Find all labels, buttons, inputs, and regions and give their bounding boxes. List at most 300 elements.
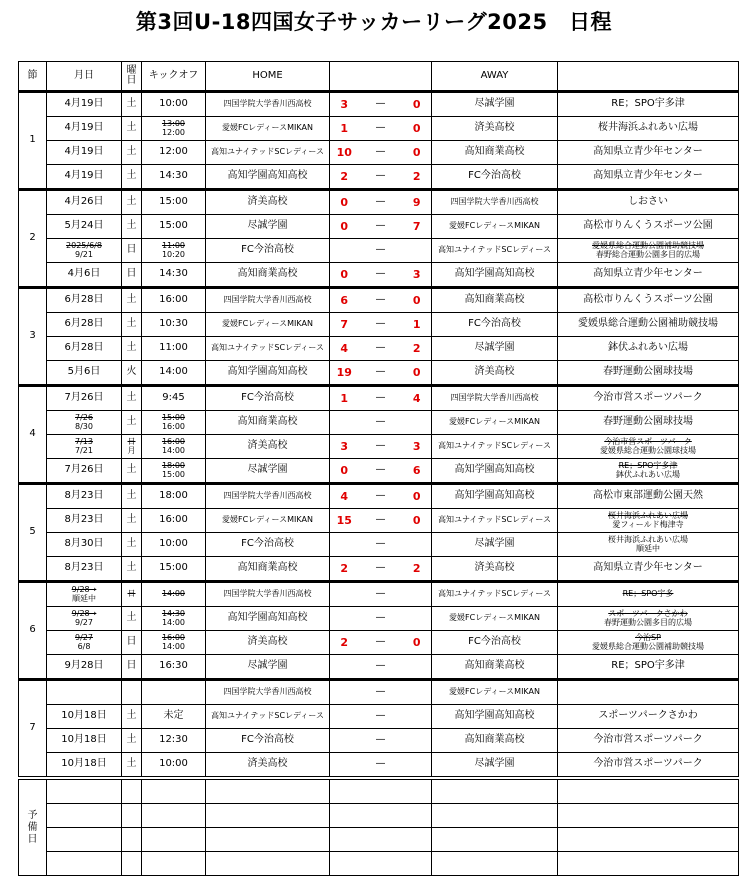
section-number xyxy=(19,190,47,288)
away-team-name: 高知ユナイテッドSCレディース xyxy=(437,589,552,599)
score-separator xyxy=(359,582,403,607)
home-team-name: FC今治高校 xyxy=(241,538,294,550)
reserve-home xyxy=(206,778,330,804)
header-away: AWAY xyxy=(432,62,558,92)
away-team xyxy=(432,117,558,141)
home-team xyxy=(206,582,330,607)
match-kickoff xyxy=(142,190,206,215)
away-team xyxy=(432,263,558,288)
venue-old: RE；SPO宇多 xyxy=(622,589,674,599)
venue xyxy=(558,557,739,582)
match-date xyxy=(47,190,122,215)
home-score-value: 1 xyxy=(340,391,349,405)
venue xyxy=(558,313,739,337)
match-day-value: 土 xyxy=(126,392,137,404)
away-score xyxy=(403,239,432,263)
match-day-value: 土 xyxy=(126,758,137,770)
score-dash: — xyxy=(375,392,386,404)
match-date-value: 4月19日 xyxy=(64,170,104,182)
venue xyxy=(558,631,739,655)
match-kickoff-old: 11:00 xyxy=(161,241,186,251)
reserve-day xyxy=(122,804,142,828)
match-kickoff-new: 15:00 xyxy=(161,469,186,479)
match-kickoff xyxy=(142,92,206,117)
home-team xyxy=(206,411,330,435)
reserve-kickoff xyxy=(142,828,206,852)
match-kickoff xyxy=(142,165,206,190)
score-dash: — xyxy=(375,734,386,746)
match-row xyxy=(19,361,739,386)
match-kickoff-value: 10:00 xyxy=(159,98,188,110)
home-score xyxy=(330,435,359,459)
match-row xyxy=(19,92,739,117)
home-score-value: 15 xyxy=(336,513,352,527)
venue xyxy=(558,655,739,680)
home-score xyxy=(330,582,359,607)
home-team-name: 高知学園高知高校 xyxy=(227,170,308,182)
home-team xyxy=(206,337,330,361)
match-date-value: 9月28日 xyxy=(64,660,104,672)
match-day xyxy=(122,141,142,165)
home-score xyxy=(330,655,359,680)
away-score-value: 2 xyxy=(412,341,421,355)
home-score-value: 2 xyxy=(340,635,349,649)
home-team xyxy=(206,680,330,705)
match-date-value: 4月6日 xyxy=(67,268,101,280)
venue xyxy=(558,239,739,263)
match-kickoff-new: 14:00 xyxy=(161,445,186,455)
reserve-row xyxy=(19,828,739,852)
home-team xyxy=(206,459,330,484)
away-team xyxy=(432,361,558,386)
away-score xyxy=(403,753,432,779)
venue-name: 今治市営スポーツパーク xyxy=(593,734,703,746)
reserve-label xyxy=(19,778,47,876)
match-day-value: 土 xyxy=(126,220,137,232)
away-team xyxy=(432,435,558,459)
match-kickoff xyxy=(142,411,206,435)
match-date xyxy=(47,337,122,361)
match-kickoff-old: 18:00 xyxy=(161,461,186,471)
match-date-old: 2025/6/8 xyxy=(66,241,102,251)
venue xyxy=(558,117,739,141)
match-row xyxy=(19,411,739,435)
home-score-value: 0 xyxy=(340,219,349,233)
match-day xyxy=(122,655,142,680)
match-date-new: 9/27 xyxy=(75,617,93,627)
home-score-value: 6 xyxy=(340,293,349,307)
match-day-value: 日 xyxy=(126,636,137,648)
away-score-value: 6 xyxy=(412,463,421,477)
match-date-old: 7/26 xyxy=(75,413,93,423)
match-kickoff xyxy=(142,631,206,655)
match-day xyxy=(122,313,142,337)
match-kickoff-value: 12:30 xyxy=(159,734,188,746)
score-separator xyxy=(359,753,403,779)
match-kickoff-old: 14:30 xyxy=(161,609,186,619)
venue xyxy=(558,607,739,631)
venue xyxy=(558,411,739,435)
match-row xyxy=(19,729,739,753)
section-number xyxy=(19,386,47,484)
header-section: 節 xyxy=(19,62,47,92)
venue xyxy=(558,705,739,729)
away-team-name: 済美高校 xyxy=(474,122,515,134)
match-kickoff-value: 16:00 xyxy=(159,294,188,306)
away-team-name: 高知学園高知高校 xyxy=(454,464,535,476)
match-date-value: 8月23日 xyxy=(64,562,104,574)
match-date xyxy=(47,386,122,411)
home-team-name: 済美高校 xyxy=(247,196,288,208)
venue xyxy=(558,459,739,484)
match-kickoff xyxy=(142,533,206,557)
venue-new: 春野運動公園多目的広場 xyxy=(604,617,693,627)
home-team-name: 愛媛FCレディースMIKAN xyxy=(222,319,313,329)
score-dash: — xyxy=(375,440,386,452)
match-kickoff-value: 14:30 xyxy=(159,170,188,182)
match-day-value: 土 xyxy=(126,318,137,330)
away-score xyxy=(403,631,432,655)
venue-name: RE；SPO宇多津 xyxy=(611,98,685,110)
match-date xyxy=(47,92,122,117)
match-day-value: 土 xyxy=(126,710,137,722)
reserve-row xyxy=(19,778,739,804)
score-dash: — xyxy=(375,514,386,526)
match-date xyxy=(47,165,122,190)
header-score xyxy=(330,62,432,92)
reserve-away xyxy=(432,804,558,828)
home-score xyxy=(330,411,359,435)
match-day xyxy=(122,509,142,533)
match-row xyxy=(19,435,739,459)
match-day-value: 土 xyxy=(126,98,137,110)
header-day-label: 曜 日 xyxy=(126,64,137,86)
away-score-value: 0 xyxy=(412,513,421,527)
match-row xyxy=(19,557,739,582)
home-score-value: 0 xyxy=(340,463,349,477)
score-dash: — xyxy=(375,170,386,182)
match-date xyxy=(47,533,122,557)
score-dash: — xyxy=(375,710,386,722)
match-day xyxy=(122,582,142,607)
score-dash: — xyxy=(375,416,386,428)
reserve-away xyxy=(432,778,558,804)
away-score xyxy=(403,557,432,582)
home-score xyxy=(330,729,359,753)
home-score xyxy=(330,288,359,313)
reserve-away-score xyxy=(403,828,432,852)
score-dash: — xyxy=(375,294,386,306)
match-kickoff-value: 未定 xyxy=(163,710,184,722)
away-team-name: 尽誠学園 xyxy=(474,758,515,770)
match-kickoff xyxy=(142,753,206,779)
away-team xyxy=(432,239,558,263)
home-team xyxy=(206,117,330,141)
match-date xyxy=(47,215,122,239)
section-label: 2 xyxy=(29,232,36,244)
score-dash: — xyxy=(375,562,386,574)
home-team-name: 高知商業高校 xyxy=(237,562,298,574)
match-date xyxy=(47,705,122,729)
match-kickoff-old: 16:00 xyxy=(161,437,186,447)
home-team-name: 高知ユナイテッドSCレディース xyxy=(210,343,325,353)
venue-note: 順延中 xyxy=(636,543,661,553)
match-date xyxy=(47,263,122,288)
home-team-name: 四国学院大学香川西高校 xyxy=(223,687,312,697)
match-date xyxy=(47,484,122,509)
home-team xyxy=(206,705,330,729)
venue xyxy=(558,165,739,190)
away-team xyxy=(432,509,558,533)
away-score-value: 0 xyxy=(412,293,421,307)
match-kickoff xyxy=(142,313,206,337)
away-score xyxy=(403,411,432,435)
home-team-name: 高知ユナイテッドSCレディース xyxy=(210,147,325,157)
home-team xyxy=(206,386,330,411)
header-venue xyxy=(558,62,739,92)
venue-new: 愛フィールド梅津寺 xyxy=(612,519,684,529)
away-score-value: 0 xyxy=(412,97,421,111)
match-date xyxy=(47,313,122,337)
match-day xyxy=(122,165,142,190)
match-day-old: 日 xyxy=(127,589,136,599)
score-separator xyxy=(359,705,403,729)
match-day-value: 日 xyxy=(126,660,137,672)
away-team-name: 高知学園高知高校 xyxy=(454,268,535,280)
match-day xyxy=(122,607,142,631)
venue-new: 鉢伏ふれあい広場 xyxy=(616,469,681,479)
match-date xyxy=(47,753,122,779)
away-team-name: 高知商業高校 xyxy=(464,660,525,672)
header-row xyxy=(19,62,739,92)
venue xyxy=(558,509,739,533)
match-day xyxy=(122,435,142,459)
home-team-name: FC今治高校 xyxy=(241,734,294,746)
reserve-date xyxy=(47,828,122,852)
away-score xyxy=(403,435,432,459)
away-score-value: 0 xyxy=(412,365,421,379)
venue-old: 今治SP xyxy=(635,633,661,643)
home-score xyxy=(330,92,359,117)
match-kickoff-value: 16:30 xyxy=(159,660,188,672)
match-day-value: 土 xyxy=(126,464,137,476)
venue-name: 今治市営スポーツパーク xyxy=(593,392,703,404)
home-score-value: 10 xyxy=(336,145,352,159)
away-score xyxy=(403,509,432,533)
score-dash: — xyxy=(375,490,386,502)
venue-name: 春野運動公園球技場 xyxy=(603,366,694,378)
home-team xyxy=(206,313,330,337)
match-date-value: 8月23日 xyxy=(64,514,104,526)
match-date-value: 10月18日 xyxy=(61,758,107,770)
away-team xyxy=(432,655,558,680)
home-score xyxy=(330,705,359,729)
away-team-name: 尽誠学園 xyxy=(474,538,515,550)
away-team-name: 愛媛FCレディースMIKAN xyxy=(449,613,540,623)
match-date-new: 7/21 xyxy=(75,445,93,455)
home-score-value: 0 xyxy=(340,267,349,281)
home-score-value: 2 xyxy=(340,169,349,183)
home-score-value: 3 xyxy=(340,97,349,111)
home-score-value: 4 xyxy=(340,341,349,355)
reserve-venue xyxy=(558,778,739,804)
venue-new: 愛媛県総合運動公園補助競技場 xyxy=(592,641,705,651)
score-dash: — xyxy=(375,146,386,158)
match-row xyxy=(19,607,739,631)
reserve-kickoff xyxy=(142,778,206,804)
section-label: 3 xyxy=(29,330,36,342)
reserve-date xyxy=(47,778,122,804)
match-row xyxy=(19,509,739,533)
match-day xyxy=(122,386,142,411)
venue xyxy=(558,680,739,705)
home-score-value: 4 xyxy=(340,489,349,503)
match-date xyxy=(47,459,122,484)
away-score-value: 0 xyxy=(412,489,421,503)
home-team-name: 尽誠学園 xyxy=(247,220,288,232)
match-day xyxy=(122,729,142,753)
away-team xyxy=(432,337,558,361)
match-kickoff xyxy=(142,655,206,680)
venue-name: 愛媛県総合運動公園補助競技場 xyxy=(578,318,719,330)
match-date-value: 6月28日 xyxy=(64,342,104,354)
venue-old: 愛媛県総合運動公園補助競技場 xyxy=(592,241,705,251)
match-day-value: 土 xyxy=(126,514,137,526)
venue xyxy=(558,190,739,215)
match-kickoff-old: 14:00 xyxy=(161,589,186,599)
away-score xyxy=(403,190,432,215)
match-day xyxy=(122,753,142,779)
match-date-value: 10月18日 xyxy=(61,710,107,722)
match-day xyxy=(122,337,142,361)
venue-name: しおさい xyxy=(628,196,669,208)
away-team xyxy=(432,288,558,313)
score-dash: — xyxy=(375,758,386,770)
reserve-kickoff xyxy=(142,804,206,828)
away-team-name: 四国学院大学香川西高校 xyxy=(450,197,539,207)
score-dash: — xyxy=(375,196,386,208)
score-separator xyxy=(359,263,403,288)
reserve-away-score xyxy=(403,778,432,804)
home-score xyxy=(330,484,359,509)
away-score xyxy=(403,165,432,190)
away-team-name: FC今治高校 xyxy=(468,170,521,182)
away-score xyxy=(403,337,432,361)
match-row xyxy=(19,459,739,484)
match-kickoff xyxy=(142,607,206,631)
away-team xyxy=(432,459,558,484)
header-date: 月日 xyxy=(47,62,122,92)
home-team xyxy=(206,361,330,386)
match-day xyxy=(122,459,142,484)
home-score xyxy=(330,263,359,288)
away-team xyxy=(432,631,558,655)
venue-name: 高松市東部運動公園天然 xyxy=(593,490,704,502)
home-team-name: FC今治高校 xyxy=(241,244,294,256)
match-kickoff-value: 18:00 xyxy=(159,490,188,502)
home-team xyxy=(206,435,330,459)
home-team xyxy=(206,631,330,655)
match-kickoff-value: 15:00 xyxy=(159,562,188,574)
home-score xyxy=(330,557,359,582)
home-team xyxy=(206,92,330,117)
away-score-value: 4 xyxy=(412,391,421,405)
match-day-value: 土 xyxy=(126,342,137,354)
away-score-value: 0 xyxy=(412,121,421,135)
match-kickoff-new: 16:00 xyxy=(161,421,186,431)
away-team-name: 高知商業高校 xyxy=(464,146,525,158)
reserve-date xyxy=(47,804,122,828)
schedule-body xyxy=(19,92,739,876)
match-kickoff xyxy=(142,680,206,705)
section-label: 1 xyxy=(29,134,36,146)
home-team xyxy=(206,484,330,509)
match-row xyxy=(19,239,739,263)
score-separator xyxy=(359,337,403,361)
score-dash: — xyxy=(375,588,386,600)
score-separator xyxy=(359,607,403,631)
away-score-value: 2 xyxy=(412,169,421,183)
away-team-name: 四国学院大学香川西高校 xyxy=(450,393,539,403)
match-row xyxy=(19,631,739,655)
match-day xyxy=(122,117,142,141)
home-score-value: 7 xyxy=(340,317,349,331)
match-kickoff xyxy=(142,557,206,582)
home-team xyxy=(206,141,330,165)
home-team-name: 高知学園高知高校 xyxy=(227,612,308,624)
venue xyxy=(558,533,739,557)
match-kickoff-value: 14:30 xyxy=(159,268,188,280)
away-team xyxy=(432,165,558,190)
home-team-name: 済美高校 xyxy=(247,636,288,648)
score-separator xyxy=(359,729,403,753)
match-date-value: 10月18日 xyxy=(61,734,107,746)
venue-name: 高松市りんくうスポーツ公園 xyxy=(583,294,713,306)
match-day-value: 日 xyxy=(126,244,137,256)
match-kickoff-value: 10:00 xyxy=(159,758,188,770)
match-kickoff-value: 9:45 xyxy=(162,392,185,404)
match-row xyxy=(19,337,739,361)
reserve-row xyxy=(19,804,739,828)
reserve-home xyxy=(206,828,330,852)
venue xyxy=(558,582,739,607)
away-score xyxy=(403,607,432,631)
match-date-value: 4月19日 xyxy=(64,146,104,158)
away-score xyxy=(403,729,432,753)
home-score xyxy=(330,313,359,337)
away-team xyxy=(432,557,558,582)
away-score-value: 7 xyxy=(412,219,421,233)
home-score xyxy=(330,459,359,484)
away-score xyxy=(403,263,432,288)
match-kickoff-value: 10:30 xyxy=(159,318,188,330)
score-dash: — xyxy=(375,244,386,256)
match-day-value: 土 xyxy=(126,196,137,208)
match-day xyxy=(122,411,142,435)
home-team xyxy=(206,753,330,779)
home-team xyxy=(206,215,330,239)
score-dash: — xyxy=(375,268,386,280)
match-day-value: 土 xyxy=(126,170,137,182)
section-number xyxy=(19,582,47,680)
home-team xyxy=(206,509,330,533)
match-row xyxy=(19,165,739,190)
score-separator xyxy=(359,655,403,680)
away-score xyxy=(403,92,432,117)
match-kickoff-value: 15:00 xyxy=(159,196,188,208)
match-date-new: 8/30 xyxy=(75,421,93,431)
match-row xyxy=(19,141,739,165)
